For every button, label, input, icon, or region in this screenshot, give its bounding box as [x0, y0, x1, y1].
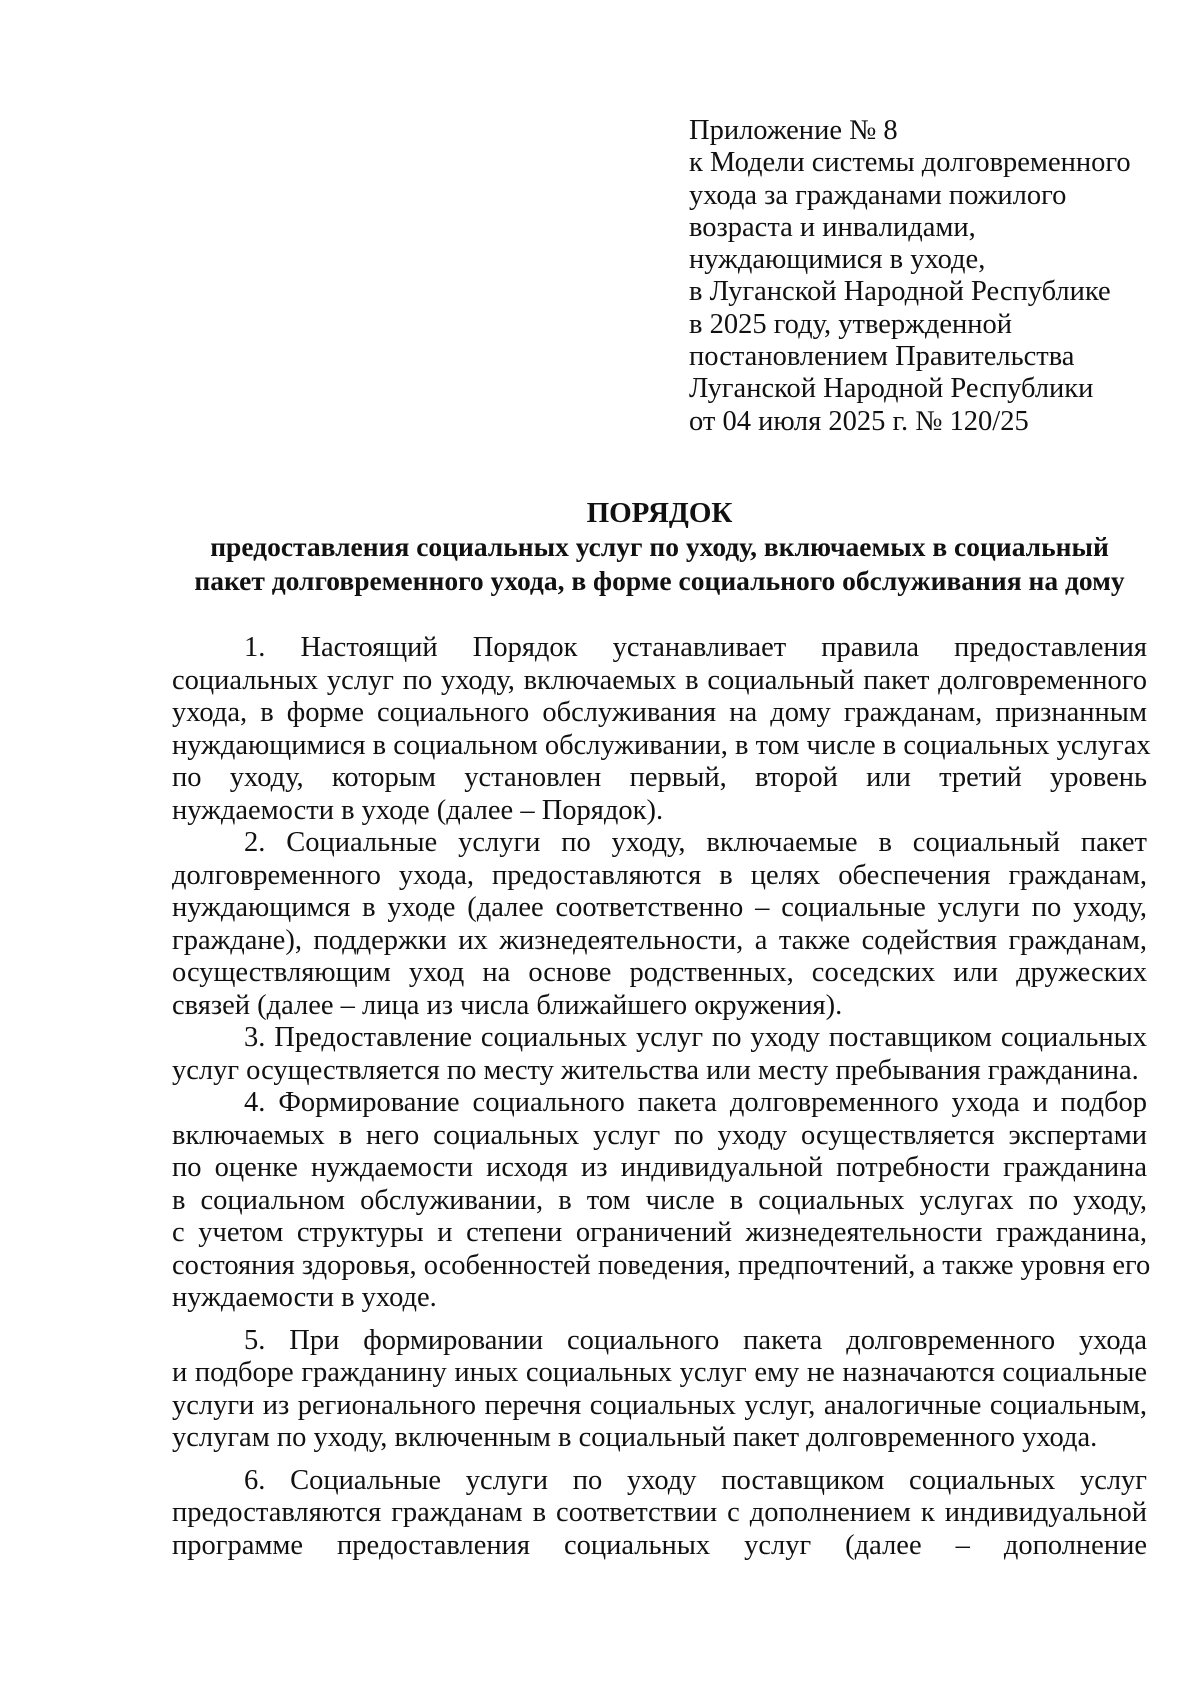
text-line: связей (далее – лица из числа ближайшего окружения). [172, 989, 843, 1021]
annex-line: в 2025 году, утвержденной [689, 308, 1013, 340]
paragraph-6 [172, 1465, 1147, 1563]
text-line: социальных услуг по уходу, включаемых в социальный пакет долговременного [172, 664, 1147, 696]
text-line: услуг осуществляется по месту жительства или месту пребывания гражданина. [172, 1054, 1139, 1086]
paragraph-spacer [172, 1315, 1147, 1325]
text-line: предоставляются гражданам в соответствии с дополнением к индивидуальной [172, 1497, 1147, 1528]
paragraph-2 [172, 827, 1147, 1022]
text-line: долговременного ухода, предоставляются в целях обеспечения гражданам, [172, 859, 1147, 891]
text-line: 1. Настоящий Порядок устанавливает правила предоставления [244, 632, 1147, 663]
text-line: 5. При формировании социального пакета долговременного ухода [244, 1324, 1147, 1356]
text-line: программе предоставления социальных услуг (далее – дополнение [172, 1529, 1147, 1561]
text-line: услугам по уходу, включенным в социальный пакет долговременного ухода. [172, 1422, 1098, 1453]
annex-line: Луганской Народной Республики [689, 373, 1094, 405]
annex-line: к Модели системы долговременного [689, 147, 1131, 179]
text-line: и подборе гражданину иных социальных услуг ему не назначаются социальные [172, 1357, 1147, 1388]
document-body [172, 632, 1151, 1562]
paragraph-1 [172, 632, 1151, 827]
annex-line: ухода за гражданами пожилого [689, 179, 1067, 211]
text-line: 3. Предоставление социальных услуг по уходу поставщиком социальных [244, 1022, 1147, 1053]
annex-line: Приложение № 8 [689, 115, 898, 146]
text-line: состояния здоровья, особенностей поведения, предпочтений, а также уровня его [172, 1249, 1151, 1281]
text-line: граждане), поддержки их жизнедеятельности, а также содействия гражданам, [172, 924, 1147, 956]
text-line: с учетом структуры и степени ограничений жизнедеятельности гражданина, [172, 1217, 1147, 1248]
annex-line: в Луганской Народной Республике [689, 276, 1111, 308]
text-line: услуги из регионального перечня социальных услуг, аналогичные социальным, [172, 1389, 1147, 1421]
annex-line: нуждающимися в уходе, [689, 244, 986, 276]
text-line: ухода, в форме социального обслуживания на дому гражданам, признанным [172, 697, 1147, 728]
text-line: включаемых в него социальных услуг по уходу осуществляется экспертами [172, 1119, 1147, 1151]
annex-header [689, 115, 1169, 438]
annex-line: постановлением Правительства [689, 341, 1075, 373]
text-line: по оценке нуждаемости исходя из индивидуальной потребности гражданина [172, 1152, 1147, 1183]
text-line: нуждаемости в уходе. [172, 1282, 437, 1313]
text-line: нуждаемости в уходе (далее – Порядок). [172, 794, 664, 826]
text-line: нуждающимися в социальном обслуживании, в том числе в социальных услугах [172, 729, 1151, 761]
title-main: ПОРЯДОК [586, 497, 733, 529]
text-line: в социальном обслуживании, в том числе в социальных услугах по уходу, [172, 1184, 1147, 1216]
text-line: 4. Формирование социального пакета долговременного ухода и подбор [244, 1087, 1147, 1118]
text-line: нуждающимся в уходе (далее соответственно – социальные услуги по уходу, [172, 892, 1147, 923]
paragraph-3 [172, 1022, 1147, 1087]
text-line: 6. Социальные услуги по уходу поставщиком социальных услуг [244, 1464, 1147, 1496]
document-title [172, 496, 1147, 598]
annex-line: возраста и инвалидами, [689, 211, 976, 243]
text-line: осуществляющим уход на основе родственных, соседских или дружеских [172, 957, 1147, 988]
paragraph-5 [172, 1325, 1147, 1455]
text-line: по уходу, которым установлен первый, второй или третий уровень [172, 762, 1147, 793]
title-subtitle-line: предоставления социальных услуг по уходу, включаемых в социальный [210, 531, 1109, 562]
text-line: 2. Социальные услуги по уходу, включаемые в социальный пакет [244, 827, 1147, 858]
paragraph-spacer [172, 1455, 1147, 1465]
title-subtitle-line: пакет долговременного ухода, в форме социального обслуживания на дому [194, 565, 1125, 596]
paragraph-4 [172, 1087, 1151, 1315]
annex-line: от 04 июля 2025 г. № 120/25 [689, 405, 1029, 437]
